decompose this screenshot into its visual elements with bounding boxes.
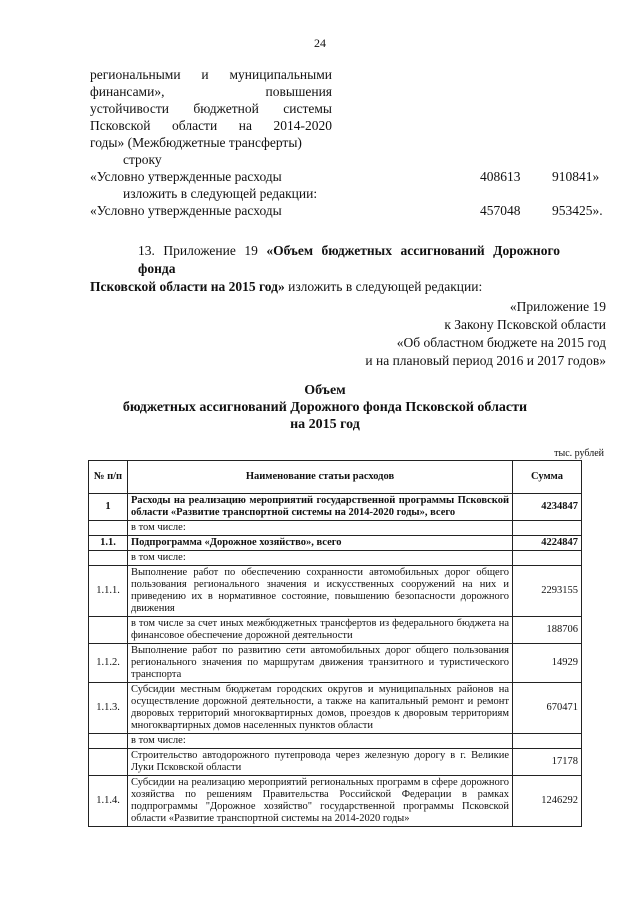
row-num: 1.1.2. (89, 644, 128, 683)
old-row (90, 168, 600, 185)
row-num (89, 734, 128, 749)
row-name: в том числе за счет иных межбюджетных трансфертов из федерального бюджета на финансовое обеспечение дорожной деятельности (128, 617, 513, 644)
header-num: № п/п (89, 461, 128, 494)
row-sum: 17178 (513, 749, 582, 776)
document-title (90, 382, 560, 433)
row-name: в том числе: (128, 551, 513, 566)
row-name: Субсидии местным бюджетам городских округов и муниципальных районов на осуществление дорожной деятельности, а также на капитальный ремонт и ремонт дворовых территорий многоквартирных домов, проездов к дворовым территориям многоквартирных домов населенных пунктов области (128, 683, 513, 734)
row-num (89, 749, 128, 776)
old-row-2016: 408613 (480, 169, 521, 184)
row-num: 1.1.4. (89, 776, 128, 827)
row-name: Подпрограмма «Дорожное хозяйство», всего (128, 536, 513, 551)
table-row (89, 683, 582, 734)
edit-note: изложить в следующей редакции: (123, 186, 318, 201)
item13-title-2: Псковской области на 2015 год» (90, 279, 285, 294)
row-num: 1.1.1. (89, 566, 128, 617)
budget-table (88, 460, 582, 827)
title-line: бюджетных ассигнований Дорожного фонда Псковской области (122, 400, 528, 415)
item13-title-1: «Объем бюджетных ассигнований Дорожного фонда (138, 243, 560, 276)
table-row (89, 776, 582, 827)
old-row-2017: 910841» (552, 169, 600, 184)
row-sum: 2293155 (513, 566, 582, 617)
table-header-row (89, 461, 582, 494)
row-name: Выполнение работ по обеспечению сохранности автомобильных дорог общего пользования регионального значения и искусственных сооружений на них и приведению их в нормативное состояние, повышению безопасности дорожного движения (128, 566, 513, 617)
row-num (89, 521, 128, 536)
amendment-line: региональными и муниципальными (90, 67, 332, 82)
new-row-label: «Условно утвержденные расходы (90, 203, 282, 218)
table-row (89, 536, 582, 551)
row-sum (513, 551, 582, 566)
item13-suffix: изложить в следующей редакции: (284, 279, 483, 294)
amendment-block (90, 66, 603, 219)
amendment-line: устойчивости бюджетной системы (90, 101, 332, 116)
row-name: Строительство автодорожного путепровода через железную дорогу в г. Великие Луки Псковской области (128, 749, 513, 776)
page-number: 24 (314, 36, 326, 50)
amendment-stroku: строку (123, 152, 162, 167)
table-row (89, 617, 582, 644)
new-row-2016: 457048 (480, 203, 521, 218)
annex-line: «Об областном бюджете на 2015 год (396, 335, 606, 350)
table-row (89, 734, 582, 749)
annex-line: «Приложение 19 (509, 299, 606, 314)
new-row-2017: 953425». (552, 203, 603, 218)
annex-line: и на плановый период 2016 и 2017 годов» (365, 353, 606, 368)
annex-line: к Закону Псковской области (444, 317, 606, 332)
table-row (89, 494, 582, 521)
item-13 (90, 242, 560, 296)
title-line: на 2015 год (290, 417, 360, 432)
amendment-line: годы» (Межбюджетные трансферты) (90, 135, 302, 150)
row-num (89, 551, 128, 566)
row-sum: 14929 (513, 644, 582, 683)
row-sum: 4224847 (513, 536, 582, 551)
row-num: 1.1. (89, 536, 128, 551)
amendment-line: финансами», повышения (90, 84, 332, 99)
row-sum (513, 521, 582, 536)
table-row (89, 749, 582, 776)
header-sum: Сумма (513, 461, 582, 494)
table-row (89, 566, 582, 617)
table-row (89, 551, 582, 566)
header-name: Наименование статьи расходов (128, 461, 513, 494)
row-name: Субсидии на реализацию мероприятий региональных программ в сфере дорожного хозяйства по решениям Правительства Российской Федерации в рамках подпрограммы "Дорожное хозяйство" государственной программы Псковской области «Развитие транспортной системы на 2014-2020 годы» (128, 776, 513, 827)
row-num: 1.1.3. (89, 683, 128, 734)
title-line: Объем (304, 383, 346, 398)
item13-prefix: 13. Приложение 19 (138, 243, 267, 258)
row-name: в том числе: (128, 521, 513, 536)
row-sum: 188706 (513, 617, 582, 644)
row-num: 1 (89, 494, 128, 521)
row-sum: 4234847 (513, 494, 582, 521)
annex-header (365, 298, 606, 370)
row-sum: 1246292 (513, 776, 582, 827)
units-label: тыс. рублей (554, 448, 604, 459)
table-row (89, 644, 582, 683)
table-row (89, 521, 582, 536)
row-sum (513, 734, 582, 749)
old-row-label: «Условно утвержденные расходы (90, 169, 282, 184)
row-name: Выполнение работ по развитию сети автомобильных дорог общего пользования регионального значения по маршрутам движения транзитного и туристического транспорта (128, 644, 513, 683)
row-name: в том числе: (128, 734, 513, 749)
new-row (90, 202, 603, 219)
row-sum: 670471 (513, 683, 582, 734)
amendment-line: Псковской области на 2014-2020 (90, 118, 332, 133)
row-name: Расходы на реализацию мероприятий государственной программы Псковской области «Развитие транспортной системы на 2014-2020 годы», всего (128, 494, 513, 521)
row-num (89, 617, 128, 644)
